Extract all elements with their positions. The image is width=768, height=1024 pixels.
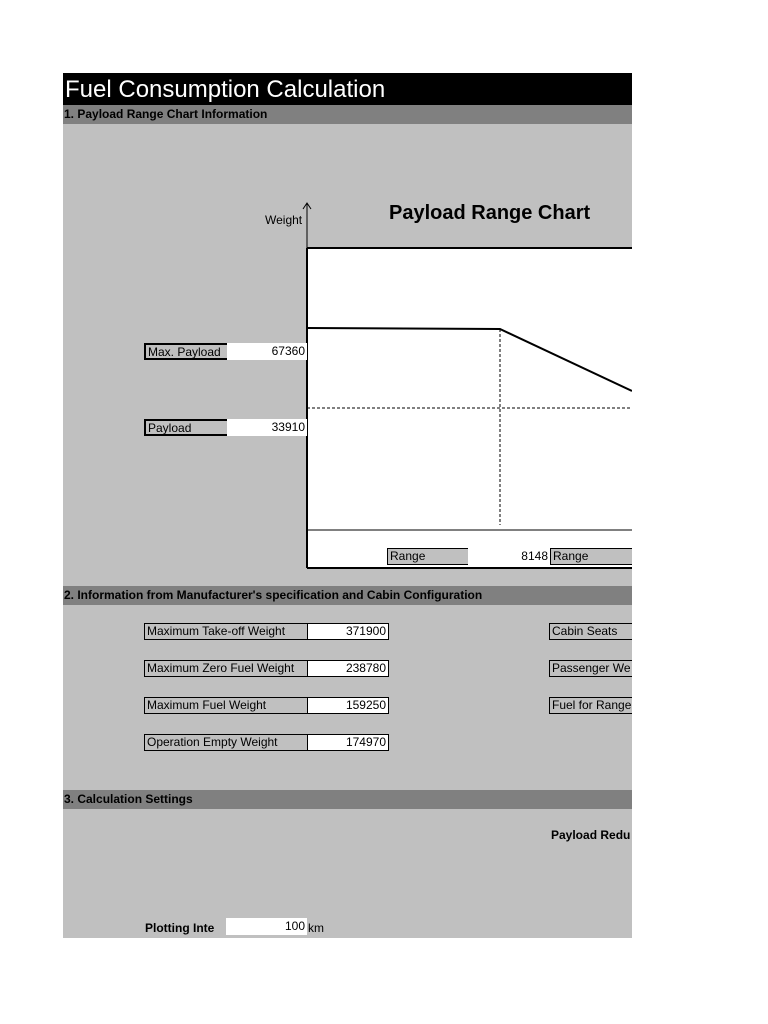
max-payload-label: Max. Payload: [144, 343, 227, 360]
plotting-interval-unit: km: [308, 921, 324, 935]
mfw-value[interactable]: 159250: [307, 697, 389, 714]
plotting-interval-label: Plotting Inte: [145, 921, 215, 935]
mzfw-value[interactable]: 238780: [307, 660, 389, 677]
payload-reduction-label: Payload Redu: [551, 828, 631, 842]
weight-axis-label: Weight: [265, 213, 303, 227]
mtow-value[interactable]: 371900: [307, 623, 389, 640]
max-payload-value[interactable]: 67360: [227, 343, 307, 360]
range-label-2: Range: [550, 548, 632, 565]
passenger-weight-label: Passenger We: [549, 660, 632, 677]
spreadsheet-sheet: [63, 73, 632, 938]
fuel-for-range-label: Fuel for Range: [549, 697, 632, 714]
page-title: Fuel Consumption Calculation: [63, 73, 632, 105]
section-header-calculation-settings: 3. Calculation Settings: [63, 790, 632, 809]
section-header-manufacturer-specs: 2. Information from Manufacturer's specification and Cabin Configuration: [63, 586, 632, 605]
cabin-seats-label: Cabin Seats: [549, 623, 632, 640]
payload-value[interactable]: 33910: [227, 419, 307, 436]
section-header-payload-range: 1. Payload Range Chart Information: [63, 105, 632, 124]
payload-label: Payload: [144, 419, 227, 436]
plotting-interval-value[interactable]: 100: [226, 918, 307, 935]
range-label-1: Range: [387, 548, 468, 565]
mfw-label: Maximum Fuel Weight: [144, 697, 307, 714]
range-value-1[interactable]: 8148: [468, 548, 550, 565]
mtow-label: Maximum Take-off Weight: [144, 623, 307, 640]
oew-label: Operation Empty Weight: [144, 734, 307, 751]
oew-value[interactable]: 174970: [307, 734, 389, 751]
mzfw-label: Maximum Zero Fuel Weight: [144, 660, 307, 677]
chart-title: Payload Range Chart: [389, 202, 591, 224]
